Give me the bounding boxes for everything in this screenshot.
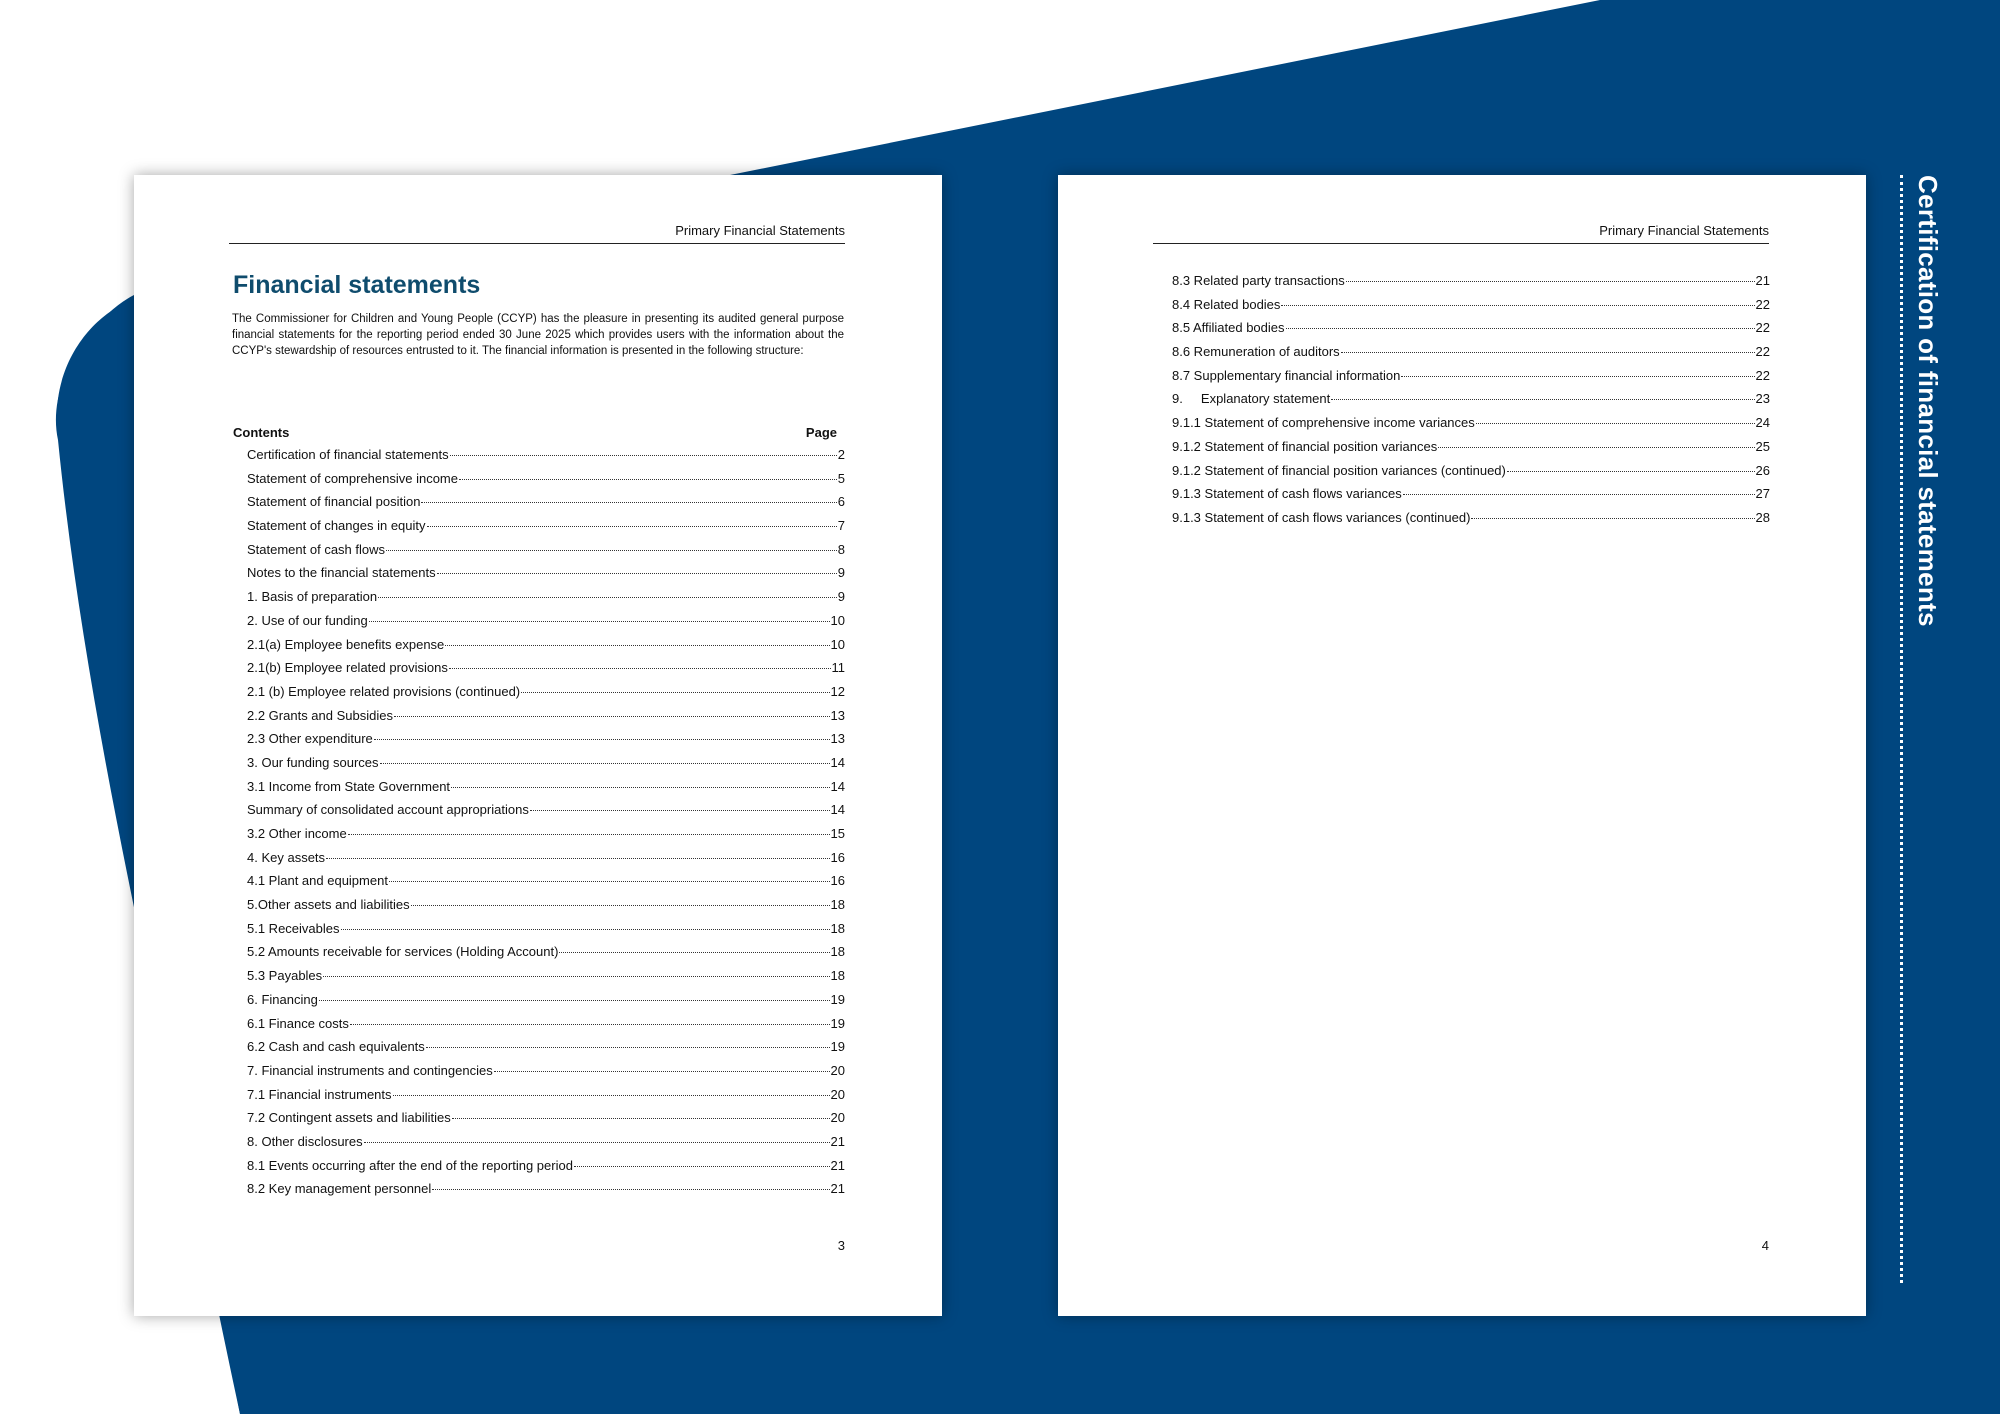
toc-entry[interactable]	[247, 1158, 845, 1182]
toc-leader-dots	[437, 573, 837, 574]
toc-entry-label: 8.5 Affiliated bodies	[1172, 320, 1285, 336]
toc-entry-label: 6.1 Finance costs	[247, 1015, 349, 1031]
toc-entry[interactable]	[1172, 368, 1770, 392]
toc-entry-label: 8.2 Key management personnel	[247, 1181, 432, 1197]
toc-entry[interactable]	[247, 589, 845, 613]
toc-entry-page: 18	[830, 944, 845, 960]
intro-paragraph: The Commissioner for Children and Young People (CCYP) has the pleasure in presenting its audited general purpose financial statements for the reporting period ended 30 June 2025 which provides users with the information about the CCYP's stewardship of resources entrusted to it. The financial information is presented in the following structure:	[232, 313, 844, 357]
toc-entry-page: 8	[837, 541, 845, 557]
toc-entry[interactable]	[247, 921, 845, 945]
toc-leader-dots	[380, 763, 830, 764]
toc-leader-dots	[450, 455, 837, 456]
toc-entry[interactable]	[247, 755, 845, 779]
toc-leader-dots	[521, 692, 829, 693]
toc-entry-page: 9	[837, 589, 845, 605]
toc-entry-label: Statement of cash flows	[247, 541, 386, 557]
toc-leader-dots	[1403, 494, 1755, 495]
toc-entry-page: 12	[830, 683, 845, 699]
toc-entry-label: Certification of financial statements	[247, 447, 449, 462]
toc-entry-page: 5	[837, 470, 845, 486]
toc-entry-page: 22	[1755, 296, 1770, 312]
toc-leader-dots	[445, 645, 829, 646]
toc-entry-page: 16	[830, 873, 845, 889]
toc-leader-dots	[459, 479, 837, 480]
toc-entry[interactable]	[247, 1039, 845, 1063]
toc-entry[interactable]	[1172, 391, 1770, 415]
toc-entry-label: 7.1 Financial instruments	[247, 1086, 392, 1102]
toc-leader-dots	[574, 1166, 830, 1167]
toc-leader-dots	[530, 810, 830, 811]
toc-entry-label: 5.3 Payables	[247, 968, 323, 984]
toc-entry-label: 6. Financing	[247, 991, 318, 1007]
toc-entry-label: 8.4 Related bodies	[1172, 296, 1281, 312]
toc-entry-label: 9.1.2 Statement of financial position variances (continued)	[1172, 462, 1506, 478]
toc-entry-label: 9.1.1 Statement of comprehensive income variances	[1172, 415, 1475, 431]
toc-entry-page: 14	[830, 778, 845, 794]
toc-leader-dots	[348, 834, 830, 835]
toc-entry[interactable]	[1172, 273, 1770, 297]
toc-leader-dots	[451, 787, 829, 788]
toc-leader-dots	[1438, 447, 1754, 448]
toc-entry[interactable]	[1172, 415, 1770, 439]
toc-entry-page: 10	[830, 612, 845, 628]
toc-entry[interactable]	[247, 494, 845, 518]
toc-entry-label: 7.2 Contingent assets and liabilities	[247, 1110, 451, 1126]
toc-leader-dots	[1507, 471, 1755, 472]
toc-entry-page: 19	[830, 1015, 845, 1031]
toc-entry[interactable]	[247, 873, 845, 897]
toc-entry-label: 8.6 Remuneration of auditors	[1172, 344, 1340, 360]
toc-entry-label: 4. Key assets	[247, 849, 326, 865]
toc-entry[interactable]	[247, 613, 845, 637]
toc-entry-label: 8.1 Events occurring after the end of the reporting period	[247, 1157, 573, 1173]
toc-entry-label: 5.2 Amounts receivable for services (Holding Account)	[247, 944, 559, 960]
toc-leader-dots	[389, 881, 830, 882]
toc-entry[interactable]	[247, 1063, 845, 1087]
toc-entry-label: 2.3 Other expenditure	[247, 731, 373, 747]
toc-leader-dots	[394, 716, 830, 717]
contents-label: Contents	[233, 425, 290, 440]
toc-entry-page: 7	[837, 518, 845, 534]
toc-entry[interactable]	[247, 802, 845, 826]
page-label: Page	[805, 425, 837, 440]
page-number: 3	[837, 1238, 845, 1253]
toc-entry[interactable]	[247, 944, 845, 968]
toc-entry-page: 20	[830, 1110, 845, 1126]
toc-entry-label: 3. Our funding sources	[247, 754, 379, 770]
toc-entry[interactable]	[247, 637, 845, 661]
toc-entry-label: Statement of comprehensive income	[247, 470, 458, 486]
toc-leader-dots	[323, 976, 829, 977]
toc-entry-label: 8.3 Related party transactions	[1172, 273, 1345, 288]
toc-leader-dots	[350, 1024, 830, 1025]
toc-leader-dots	[341, 929, 830, 930]
toc-entry[interactable]	[1172, 486, 1770, 510]
toc-leader-dots	[449, 668, 831, 669]
toc-entry-page: 2	[837, 447, 845, 462]
toc-leader-dots	[452, 1118, 830, 1119]
toc-entry-page: 18	[830, 920, 845, 936]
toc-leader-dots	[1476, 423, 1755, 424]
toc-entry-label: 1. Basis of preparation	[247, 589, 378, 605]
toc-entry-page: 27	[1755, 486, 1770, 502]
toc-entry-label: 8.7 Supplementary financial information	[1172, 367, 1401, 383]
toc-entry-page: 28	[1755, 509, 1770, 525]
toc-entry[interactable]	[1172, 297, 1770, 321]
toc-entry-page: 18	[830, 968, 845, 984]
toc-leader-dots	[369, 621, 830, 622]
toc-entry-page: 23	[1755, 391, 1770, 407]
toc-entry-label: 2. Use of our funding	[247, 612, 368, 628]
toc-entry-page: 20	[830, 1086, 845, 1102]
toc-leader-dots	[1341, 352, 1755, 353]
toc-entry-page: 9	[837, 565, 845, 581]
table-of-contents	[247, 447, 845, 1205]
toc-leader-dots	[319, 1000, 830, 1001]
toc-entry[interactable]	[1172, 344, 1770, 368]
toc-entry-page: 11	[831, 660, 845, 676]
toc-entry[interactable]	[247, 447, 845, 471]
toc-entry[interactable]	[1172, 510, 1770, 534]
toc-entry-page: 18	[830, 897, 845, 913]
toc-entry-label: 8. Other disclosures	[247, 1133, 363, 1149]
toc-entry[interactable]	[247, 992, 845, 1016]
toc-leader-dots	[1346, 281, 1755, 282]
toc-entry[interactable]	[247, 660, 845, 684]
toc-entry-page: 25	[1755, 438, 1770, 454]
toc-entry[interactable]	[247, 850, 845, 874]
toc-leader-dots	[364, 1142, 830, 1143]
toc-entry-page: 21	[1755, 273, 1770, 288]
toc-entry[interactable]	[247, 968, 845, 992]
toc-entry-label: Statement of changes in equity	[247, 518, 426, 534]
toc-entry-label: 6.2 Cash and cash equivalents	[247, 1039, 425, 1055]
toc-entry[interactable]	[247, 471, 845, 495]
toc-entry[interactable]	[247, 897, 845, 921]
toc-leader-dots	[1331, 399, 1754, 400]
toc-entry-label: 5.1 Receivables	[247, 920, 340, 936]
toc-entry-label: 4.1 Plant and equipment	[247, 873, 388, 889]
toc-leader-dots	[1401, 376, 1754, 377]
page-4	[1058, 175, 1866, 1316]
toc-entry-page: 24	[1755, 415, 1770, 431]
toc-entry-page: 22	[1755, 344, 1770, 360]
toc-leader-dots	[427, 526, 837, 527]
toc-leader-dots	[559, 952, 829, 953]
toc-entry[interactable]	[247, 1181, 845, 1205]
toc-entry-label: 9.1.2 Statement of financial position variances	[1172, 438, 1438, 454]
toc-entry[interactable]	[247, 826, 845, 850]
toc-entry[interactable]	[247, 1134, 845, 1158]
toc-leader-dots	[326, 858, 829, 859]
toc-entry-page: 21	[830, 1133, 845, 1149]
toc-leader-dots	[426, 1047, 830, 1048]
toc-entry[interactable]	[247, 684, 845, 708]
toc-entry-page: 21	[830, 1157, 845, 1173]
toc-leader-dots	[432, 1189, 829, 1190]
toc-header	[233, 425, 837, 440]
toc-entry[interactable]	[247, 1016, 845, 1040]
toc-entry-page: 13	[830, 731, 845, 747]
toc-leader-dots	[386, 550, 837, 551]
page-number: 4	[1761, 1238, 1769, 1253]
toc-entry[interactable]	[247, 731, 845, 755]
table-of-contents-continued	[1172, 273, 1770, 534]
toc-entry[interactable]	[247, 708, 845, 732]
toc-entry[interactable]	[1172, 463, 1770, 487]
toc-entry-label: 2.1(a) Employee benefits expense	[247, 636, 445, 652]
toc-entry-page: 22	[1755, 367, 1770, 383]
toc-entry[interactable]	[247, 542, 845, 566]
toc-leader-dots	[411, 905, 830, 906]
toc-entry-label: Notes to the financial statements	[247, 565, 436, 581]
toc-entry-label: 9.1.3 Statement of cash flows variances	[1172, 486, 1402, 502]
toc-entry-label: Statement of financial position	[247, 494, 421, 510]
toc-entry-page: 14	[830, 802, 845, 818]
toc-leader-dots	[494, 1071, 830, 1072]
toc-entry-label: 9. Explanatory statement	[1172, 391, 1331, 407]
toc-entry-page: 14	[830, 754, 845, 770]
toc-entry-page: 22	[1755, 320, 1770, 336]
toc-leader-dots	[421, 502, 836, 503]
toc-leader-dots	[1286, 328, 1755, 329]
toc-entry[interactable]	[247, 1087, 845, 1111]
toc-entry-label: 5.Other assets and liabilities	[247, 897, 410, 913]
running-head: Primary Financial Statements	[229, 223, 845, 244]
section-title-vertical: Certification of financial statements	[1913, 175, 1943, 627]
toc-entry[interactable]	[247, 779, 845, 803]
toc-entry-page: 21	[830, 1181, 845, 1197]
toc-leader-dots	[374, 739, 830, 740]
toc-leader-dots	[393, 1095, 830, 1096]
toc-entry-page: 10	[830, 636, 845, 652]
toc-entry-page: 15	[830, 826, 845, 841]
toc-entry-label: 7. Financial instruments and contingencies	[247, 1062, 493, 1078]
toc-leader-dots	[1471, 518, 1754, 519]
toc-entry-label: 3.2 Other income	[247, 826, 347, 841]
toc-entry[interactable]	[1172, 439, 1770, 463]
toc-entry-label: 2.1(b) Employee related provisions	[247, 660, 448, 676]
toc-entry[interactable]	[247, 1110, 845, 1134]
toc-entry[interactable]	[247, 565, 845, 589]
toc-entry-label: 2.1 (b) Employee related provisions (continued)	[247, 683, 521, 699]
toc-entry-page: 26	[1755, 462, 1770, 478]
toc-entry-page: 13	[830, 707, 845, 723]
toc-entry[interactable]	[247, 518, 845, 542]
section-side-tab	[1900, 175, 1960, 1285]
toc-entry-page: 20	[830, 1062, 845, 1078]
toc-entry-page: 19	[830, 991, 845, 1007]
toc-entry-label: 3.1 Income from State Government	[247, 778, 451, 794]
toc-leader-dots	[378, 597, 837, 598]
toc-entry-page: 16	[830, 849, 845, 865]
toc-entry-label: Summary of consolidated account appropriations	[247, 802, 529, 818]
page-3	[134, 175, 942, 1316]
side-dotted-rule	[1900, 175, 1903, 1283]
toc-entry-label: 2.2 Grants and Subsidies	[247, 707, 393, 723]
toc-entry[interactable]	[1172, 320, 1770, 344]
running-head: Primary Financial Statements	[1153, 223, 1769, 244]
page-title: Financial statements	[233, 271, 481, 299]
toc-entry-label: 9.1.3 Statement of cash flows variances (continued)	[1172, 509, 1471, 525]
toc-entry-page: 6	[837, 494, 845, 510]
toc-leader-dots	[1281, 305, 1754, 306]
toc-entry-page: 19	[830, 1039, 845, 1055]
